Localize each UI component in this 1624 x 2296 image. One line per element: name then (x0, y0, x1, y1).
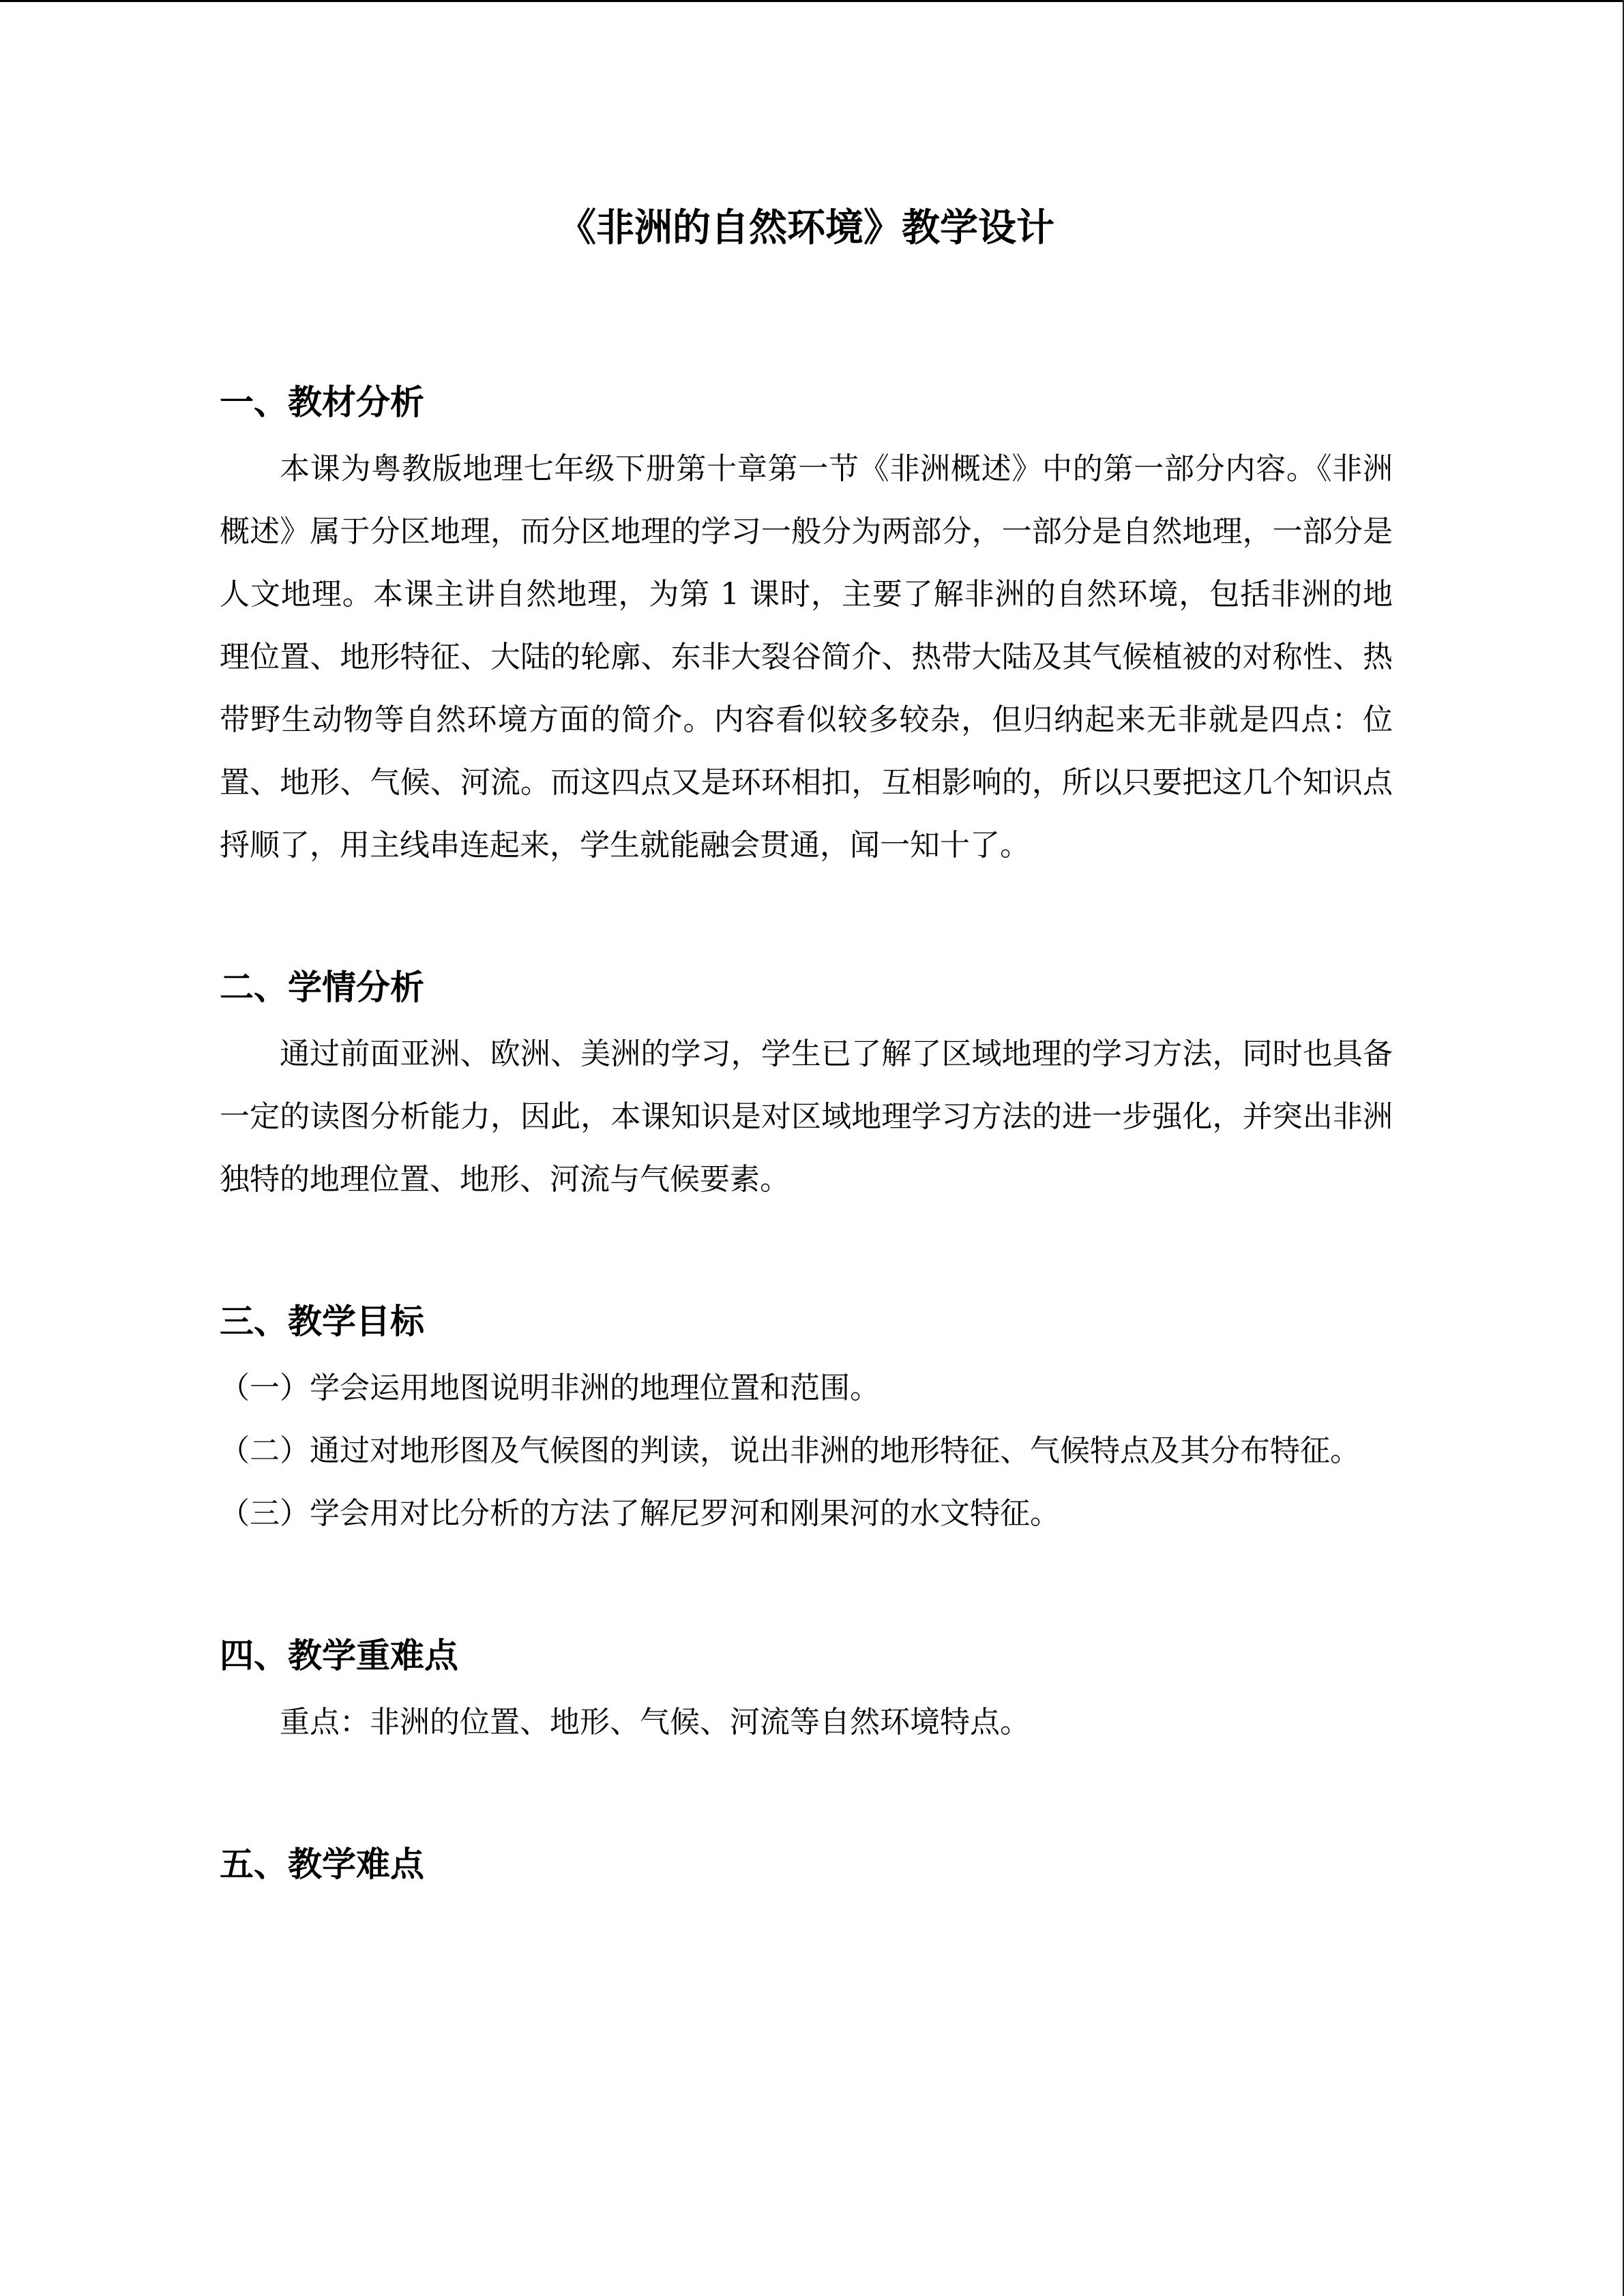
section-heading: 四、教学重难点 (220, 1636, 458, 1675)
body-paragraph: 本课为粤教版地理七年级下册第十章第一节《非洲概述》中的第一部分内容。《非洲概述》属于分区地理，而分区地理的学习一般分为两部分，一部分是自然地理，一部分是人文地理。本课主讲自然地理，为第 1 课时，主要了解非洲的自然环境，包括非洲的地理位置、地形特征、大陆的轮廓、东非大裂谷简介、热带大陆及其气候植被的对称性、热带野生动物等自然环境方面的简介。内容看似较多较杂，但归纳起来无非就是四点：位置、地形、气候、河流。而这四点又是环环相扣，互相影响的，所以只要把这几个知识点捋顺了，用主线串连起来，学生就能融会贯通，闻一知十了。 (220, 451, 1393, 863)
objective-item: （二）通过对地形图及气候图的判读，说出非洲的地形特征、气候特点及其分布特征。 (220, 1433, 1360, 1468)
body-paragraph: 通过前面亚洲、欧洲、美洲的学习，学生已了解了区域地理的学习方法，同时也具备一定的读图分析能力，因此，本课知识是对区域地理学习方法的进一步强化，并突出非洲独特的地理位置、地形、河流与气候要素。 (220, 1037, 1393, 1197)
document-page (220, 198, 1393, 1975)
objective-item: （一）学会运用地图说明非洲的地理位置和范围。 (220, 1371, 880, 1405)
section-heading: 三、教学目标 (220, 1302, 424, 1341)
section-teaching-objectives (220, 1294, 1393, 1545)
document-title: 《非洲的自然环境》教学设计 (558, 206, 1054, 250)
section-textbook-analysis (220, 375, 1393, 877)
body-paragraph: 重点：非洲的位置、地形、气候、河流等自然环境特点。 (280, 1705, 1030, 1740)
objective-item: （三）学会用对比分析的方法了解尼罗河和刚果河的水文特征。 (220, 1496, 1060, 1531)
top-border-line (0, 0, 1624, 2)
section-learner-analysis (220, 960, 1393, 1211)
section-heading: 五、教学难点 (220, 1845, 424, 1884)
section-heading: 一、教材分析 (220, 383, 424, 422)
section-heading: 二、学情分析 (220, 968, 424, 1007)
section-difficult-points (220, 1837, 1393, 1892)
section-key-points (220, 1628, 1393, 1754)
objective-list (220, 1357, 1393, 1545)
